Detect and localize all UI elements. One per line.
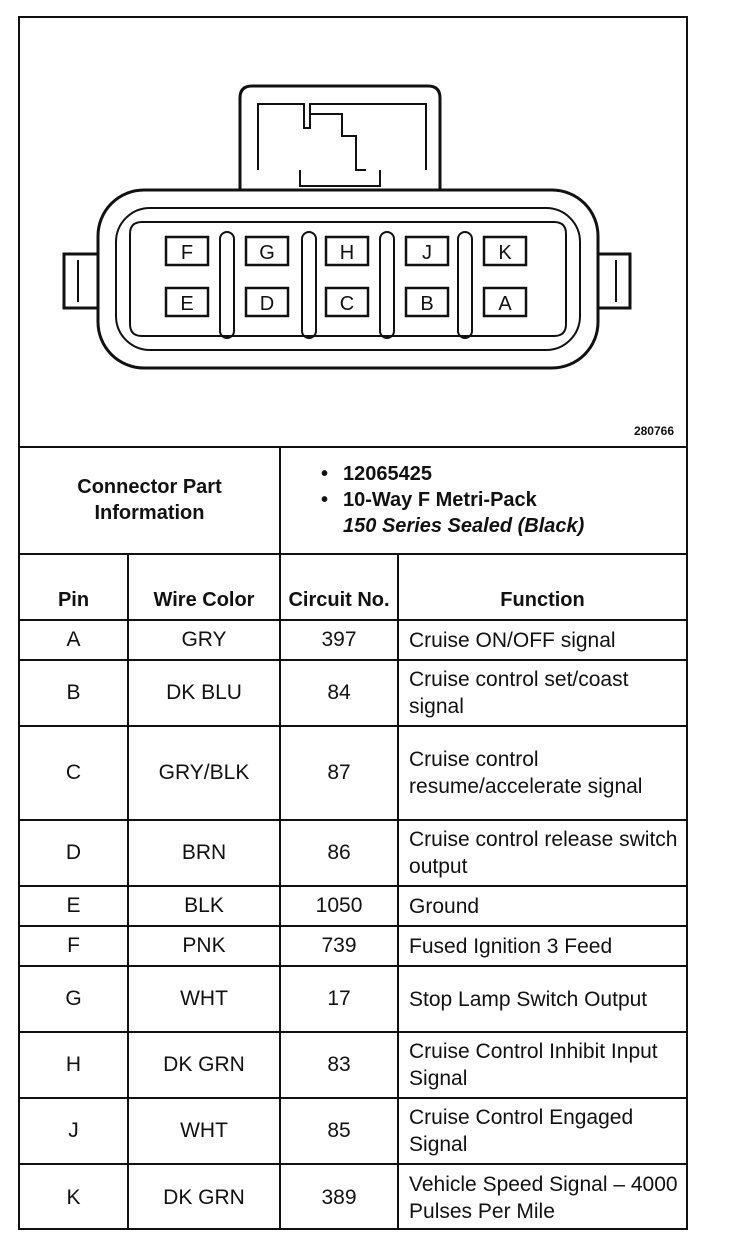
connector-face-view bbox=[20, 18, 686, 446]
circuit-cell: 389 bbox=[280, 1164, 398, 1230]
table-row bbox=[20, 886, 686, 926]
pin-cell: G bbox=[20, 966, 128, 1032]
pin-cell: K bbox=[20, 1164, 128, 1230]
wire-color-cell: DK BLU bbox=[128, 660, 280, 726]
pin-label: F bbox=[180, 242, 194, 264]
wire-color-cell: GRY bbox=[128, 620, 280, 660]
pin-cell: H bbox=[20, 1032, 128, 1098]
table-row bbox=[20, 620, 686, 660]
pin-label: G bbox=[259, 242, 275, 264]
function-cell: Cruise Control Engaged Signal bbox=[398, 1098, 686, 1164]
function-cell: Vehicle Speed Signal – 4000 Pulses Per Mile bbox=[398, 1164, 686, 1230]
table-row bbox=[20, 1098, 686, 1164]
circuit-cell: 85 bbox=[280, 1098, 398, 1164]
figure-id: 280766 bbox=[633, 424, 674, 438]
pin-label: D bbox=[259, 293, 275, 315]
pin-label: C bbox=[339, 293, 355, 315]
pin-cell: D bbox=[20, 820, 128, 886]
circuit-cell: 84 bbox=[280, 660, 398, 726]
pin-cell: B bbox=[20, 660, 128, 726]
function-cell: Cruise Control Inhibit Input Signal bbox=[398, 1032, 686, 1098]
pin-label: A bbox=[498, 293, 512, 315]
pin-cell: E bbox=[20, 886, 128, 926]
function-cell: Cruise control release switch output bbox=[398, 820, 686, 886]
function-cell: Ground bbox=[398, 886, 686, 926]
table-row bbox=[20, 1164, 686, 1230]
circuit-cell: 739 bbox=[280, 926, 398, 966]
function-cell: Stop Lamp Switch Output bbox=[398, 966, 686, 1032]
pin-header: Pin bbox=[20, 554, 128, 620]
function-cell: Cruise ON/OFF signal bbox=[398, 620, 686, 660]
circuit-cell: 86 bbox=[280, 820, 398, 886]
pin-label: E bbox=[180, 293, 194, 315]
table-row bbox=[20, 820, 686, 886]
connector-drawing bbox=[20, 18, 686, 448]
wire-color-cell: WHT bbox=[128, 966, 280, 1032]
table-row bbox=[20, 726, 686, 820]
wire-color-cell: BRN bbox=[128, 820, 280, 886]
circuit-cell: 83 bbox=[280, 1032, 398, 1098]
circuit-no-header: Circuit No. bbox=[280, 554, 398, 620]
function-cell: Cruise control set/coast signal bbox=[398, 660, 686, 726]
pin-cell: J bbox=[20, 1098, 128, 1164]
part-description-series: 150 Series Sealed (Black) bbox=[343, 514, 585, 537]
pin-cell: A bbox=[20, 620, 128, 660]
wire-color-cell: PNK bbox=[128, 926, 280, 966]
part-number: 12065425 bbox=[343, 462, 432, 485]
header-row bbox=[20, 554, 686, 620]
function-cell: Cruise control resume/accelerate signal bbox=[398, 726, 686, 820]
table-row bbox=[20, 926, 686, 966]
wire-color-cell: DK GRN bbox=[128, 1032, 280, 1098]
function-cell: Fused Ignition 3 Feed bbox=[398, 926, 686, 966]
wire-color-cell: DK GRN bbox=[128, 1164, 280, 1230]
circuit-cell: 17 bbox=[280, 966, 398, 1032]
part-info-details: • 12065425 • 10-Way F Metri-Pack 150 Series Sealed (Black) bbox=[280, 446, 686, 554]
pin-label: H bbox=[339, 242, 355, 264]
part-info-row bbox=[20, 446, 686, 554]
pin-cell: F bbox=[20, 926, 128, 966]
circuit-cell: 397 bbox=[280, 620, 398, 660]
table-row bbox=[20, 1032, 686, 1098]
circuit-cell: 87 bbox=[280, 726, 398, 820]
pin-cell: C bbox=[20, 726, 128, 820]
pinout-table bbox=[20, 446, 686, 1230]
pin-label: B bbox=[420, 293, 434, 315]
table-row bbox=[20, 660, 686, 726]
pin-label: K bbox=[498, 242, 512, 264]
wire-color-header: Wire Color bbox=[128, 554, 280, 620]
wire-color-cell: BLK bbox=[128, 886, 280, 926]
part-info-label: Connector Part Information bbox=[20, 446, 280, 554]
connector-figure bbox=[18, 16, 688, 1230]
table-row bbox=[20, 966, 686, 1032]
circuit-cell: 1050 bbox=[280, 886, 398, 926]
function-header: Function bbox=[398, 554, 686, 620]
wire-color-cell: GRY/BLK bbox=[128, 726, 280, 820]
wire-color-cell: WHT bbox=[128, 1098, 280, 1164]
part-description: 10-Way F Metri-Pack bbox=[343, 488, 537, 511]
pin-label: J bbox=[422, 242, 432, 264]
